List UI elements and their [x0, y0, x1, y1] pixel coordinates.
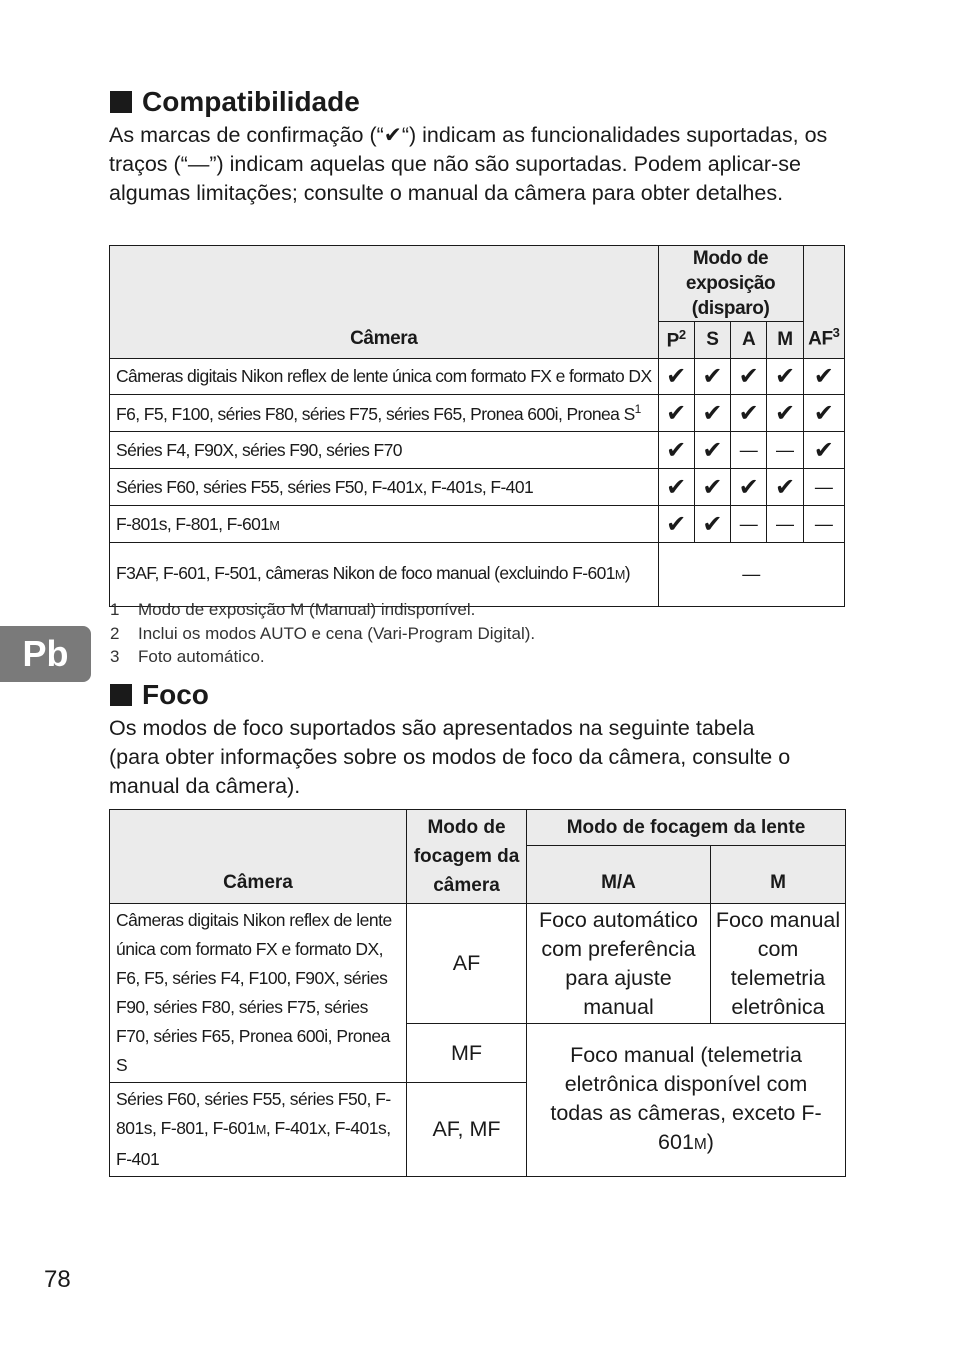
check-icon: ✔	[694, 506, 730, 543]
dash-mark: —	[767, 432, 803, 469]
camera-cell: Câmeras digitais Nikon reflex de lente única com formato FX e formato DX	[110, 359, 659, 395]
check-icon: ✔	[658, 359, 694, 395]
ma-cell: Foco automático com preferência para ajuste manual	[527, 904, 711, 1024]
table-row	[110, 432, 845, 469]
camera-cell: F6, F5, F100, séries F80, séries F75, séries F65, Pronea 600i, Pronea $S^1$	[110, 395, 659, 432]
col-exposure-group: Modo de exposição (disparo)	[658, 246, 803, 322]
camera-mode-cell: MF	[407, 1024, 527, 1083]
compat-intro: As marcas de confirmação (“✔“) indicam as funcionalidades suportadas, os traços (“—”) indicam aquelas que não são suportadas. Podem aplicar-se algumas limitações; consulte o manual da câmera para obter detalhes.	[109, 123, 828, 205]
check-icon: ✔	[803, 395, 844, 432]
compat-heading: Compatibilidade	[110, 86, 360, 118]
table-row	[110, 904, 846, 1024]
col-lens-focus-group: Modo de focagem da lente	[527, 810, 846, 846]
camera-cell: Séries F4, F90X, séries F90, séries F70	[110, 432, 659, 469]
camera-mode-cell: AF	[407, 904, 527, 1024]
col-p: $P^2$	[658, 322, 694, 359]
col-camera: Câmera	[110, 810, 407, 904]
col-m: M	[711, 846, 846, 904]
check-icon: ✔	[658, 395, 694, 432]
focus-intro: Os modos de foco suportados são apresentados na seguinte tabela (para obter informações sobre os modos de foco da câmera, consulte o manual da câmera).	[109, 716, 791, 798]
check-icon: ✔	[694, 395, 730, 432]
square-bullet-icon	[110, 684, 132, 706]
col-af: $AF^3$	[803, 246, 844, 359]
col-ma: M/A	[527, 846, 711, 904]
camera-cell: Séries F60, séries F55, séries F50, F-801s, F-801, F-601M, F-401x, F-401s, F-401	[110, 1083, 407, 1177]
col-m: M	[767, 322, 803, 359]
check-icon: ✔	[731, 395, 767, 432]
footnote: 3 Foto automático.	[110, 647, 265, 666]
check-icon: ✔	[694, 432, 730, 469]
page-number: 78	[44, 1266, 71, 1293]
check-icon: ✔	[658, 432, 694, 469]
check-icon: ✔	[803, 432, 844, 469]
check-icon: ✔	[731, 469, 767, 506]
camera-cell: Câmeras digitais Nikon reflex de lente única com formato FX e formato DX, F6, F5, séries F4, F100, F90X, séries F90, séries F80, séries F75, séries F70, séries F65, Pronea 600i, Pronea S	[110, 904, 407, 1083]
compatibility-table	[109, 245, 845, 607]
col-a: A	[731, 322, 767, 359]
table-row	[110, 359, 845, 395]
square-bullet-icon	[110, 91, 132, 113]
check-icon: ✔	[803, 359, 844, 395]
dash-mark: —	[731, 506, 767, 543]
dash-mark: —	[803, 469, 844, 506]
focus-table	[109, 809, 846, 1177]
check-icon: ✔	[767, 395, 803, 432]
check-icon: ✔	[694, 359, 730, 395]
camera-cell: F-801s, F-801, F-601M	[110, 506, 659, 543]
dash-mark: —	[767, 506, 803, 543]
m-cell: Foco manual com telemetria eletrônica	[711, 904, 846, 1024]
dash-mark: —	[658, 543, 844, 607]
dash-mark: —	[731, 432, 767, 469]
footnote: 2 Inclui os modos AUTO e cena (Vari-Program Digital).	[110, 623, 536, 643]
check-icon: ✔	[731, 359, 767, 395]
check-icon: ✔	[658, 469, 694, 506]
camera-mode-cell: AF, MF	[407, 1083, 527, 1177]
merged-lens-cell: Foco manual (telemetria eletrônica disponível com todas as câmeras, exceto F-601M)	[527, 1024, 846, 1177]
table-row	[110, 506, 845, 543]
footnote: 1 Modo de exposição M (Manual) indisponível.	[110, 600, 476, 619]
table-row	[110, 395, 845, 432]
check-icon: ✔	[767, 469, 803, 506]
check-icon: ✔	[767, 359, 803, 395]
col-s: S	[694, 322, 730, 359]
check-icon: ✔	[694, 469, 730, 506]
focus-heading: Foco	[110, 679, 209, 711]
dash-mark: —	[803, 506, 844, 543]
footnotes	[110, 598, 535, 669]
camera-cell: Séries F60, séries F55, séries F50, F-401x, F-401s, F-401	[110, 469, 659, 506]
section-tab: Pb	[0, 626, 91, 682]
col-camera: Câmera	[110, 246, 659, 359]
table-row	[110, 543, 845, 607]
table-row	[110, 469, 845, 506]
camera-cell: F3AF, F-601, F-501, câmeras Nikon de foco manual (excluindo F-601M)	[110, 543, 659, 607]
check-icon: ✔	[658, 506, 694, 543]
col-camera-focus-mode: Modo de focagem da câmera	[407, 810, 527, 904]
